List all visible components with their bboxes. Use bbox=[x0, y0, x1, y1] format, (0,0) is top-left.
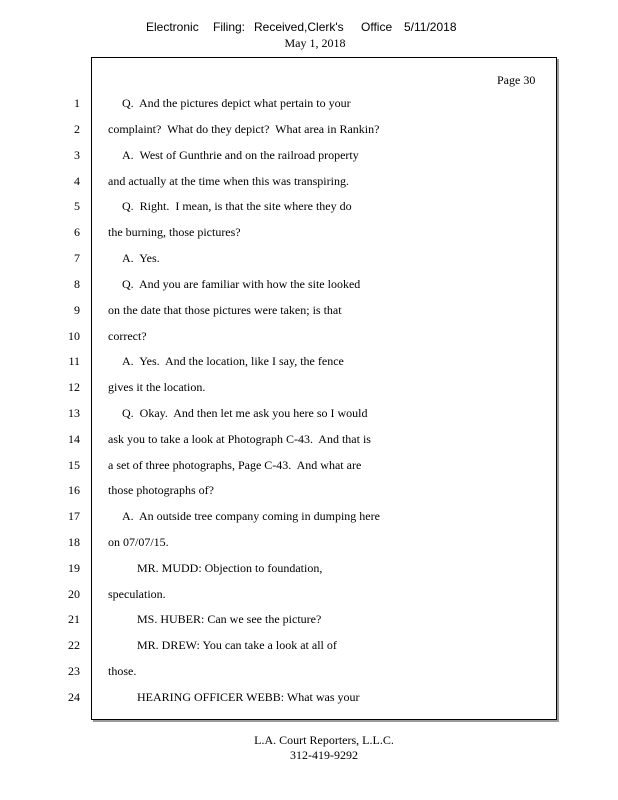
line-text: the burning, those pictures? bbox=[108, 225, 241, 239]
line-text: HEARING OFFICER WEBB: What was your bbox=[137, 690, 360, 704]
reporter-phone: 312-419-9292 bbox=[290, 748, 358, 762]
line-text: A. Yes. bbox=[122, 251, 160, 265]
stamp-office: Office bbox=[361, 20, 393, 34]
line-text: MR. MUDD: Objection to foundation, bbox=[137, 561, 323, 575]
line-number: 16 bbox=[68, 483, 80, 497]
line-text: those photographs of? bbox=[108, 483, 214, 497]
line-text: a set of three photographs, Page C-43. And what are bbox=[108, 458, 362, 472]
line-number: 21 bbox=[68, 612, 80, 626]
stamp-filing: Filing: bbox=[213, 20, 246, 34]
line-text: MR. DREW: You can take a look at all of bbox=[137, 638, 337, 652]
line-text: A. West of Gunthrie and on the railroad property bbox=[122, 148, 359, 162]
line-number: 3 bbox=[74, 148, 80, 162]
line-number: 13 bbox=[68, 406, 80, 420]
line-text: gives it the location. bbox=[108, 380, 206, 394]
line-number: 23 bbox=[68, 664, 80, 678]
line-number: 6 bbox=[74, 225, 80, 239]
line-number: 5 bbox=[74, 199, 80, 213]
line-number: 18 bbox=[68, 535, 80, 549]
line-number: 14 bbox=[68, 432, 80, 446]
line-text: on the date that those pictures were taken; is that bbox=[108, 303, 342, 317]
line-number: 11 bbox=[68, 354, 80, 368]
line-number: 19 bbox=[68, 561, 80, 575]
filed-date: May 1, 2018 bbox=[284, 36, 346, 50]
line-number: 15 bbox=[68, 458, 80, 472]
line-text: correct? bbox=[108, 329, 147, 343]
line-number: 10 bbox=[68, 329, 80, 343]
line-number: 2 bbox=[74, 122, 80, 136]
line-text: MS. HUBER: Can we see the picture? bbox=[137, 612, 322, 626]
line-number: 12 bbox=[68, 380, 80, 394]
stamp-date: 5/11/2018 bbox=[404, 20, 457, 34]
line-number: 9 bbox=[74, 303, 80, 317]
line-text: those. bbox=[108, 664, 137, 678]
line-text: on 07/07/15. bbox=[108, 535, 169, 549]
line-number: 8 bbox=[74, 277, 80, 291]
stamp-received-clerks: Received,Clerk's bbox=[254, 20, 344, 34]
line-number: 20 bbox=[68, 587, 80, 601]
line-text: Q. And the pictures depict what pertain to your bbox=[122, 96, 351, 110]
line-number: 7 bbox=[74, 251, 80, 265]
line-number: 24 bbox=[68, 690, 80, 704]
line-number: 4 bbox=[74, 174, 80, 188]
line-number: 1 bbox=[74, 96, 80, 110]
line-text: A. An outside tree company coming in dumping here bbox=[122, 509, 380, 523]
line-text: A. Yes. And the location, like I say, the fence bbox=[122, 354, 344, 368]
line-text: complaint? What do they depict? What area in Rankin? bbox=[108, 122, 380, 136]
line-text: Q. And you are familiar with how the site looked bbox=[122, 277, 361, 291]
line-number: 22 bbox=[68, 638, 80, 652]
line-number: 17 bbox=[68, 509, 80, 523]
stamp-electronic: Electronic bbox=[146, 20, 199, 34]
line-text: ask you to take a look at Photograph C-43. And that is bbox=[108, 432, 371, 446]
page-number: Page 30 bbox=[497, 73, 536, 87]
reporter-company: L.A. Court Reporters, L.L.C. bbox=[254, 733, 394, 747]
line-text: and actually at the time when this was transpiring. bbox=[108, 174, 349, 188]
line-text: Q. Okay. And then let me ask you here so I would bbox=[122, 406, 368, 420]
line-text: speculation. bbox=[108, 587, 166, 601]
line-text: Q. Right. I mean, is that the site where they do bbox=[122, 199, 352, 213]
